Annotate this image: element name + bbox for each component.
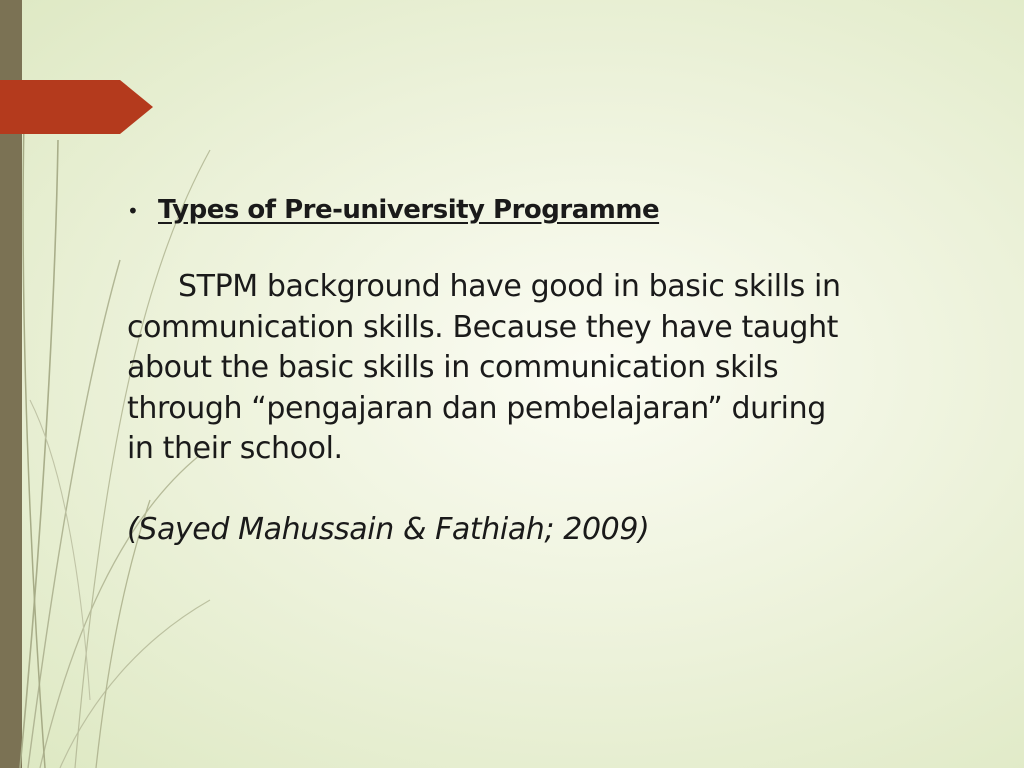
red-arrow-accent: [0, 0, 160, 150]
bullet-heading: Types of Pre-university Programme: [158, 195, 660, 225]
bullet-dot: •: [127, 199, 139, 223]
body-paragraph: STPM background have good in basic skills in communication skills. Because they have taught about the basic skills in communication skils through “pengajaran dan pembelajaran” during in their school.: [127, 269, 841, 466]
bullet-item: [127, 188, 987, 233]
slide-content: [127, 188, 987, 550]
citation: (Sayed Mahussain & Fathiah; 2009): [127, 511, 650, 547]
